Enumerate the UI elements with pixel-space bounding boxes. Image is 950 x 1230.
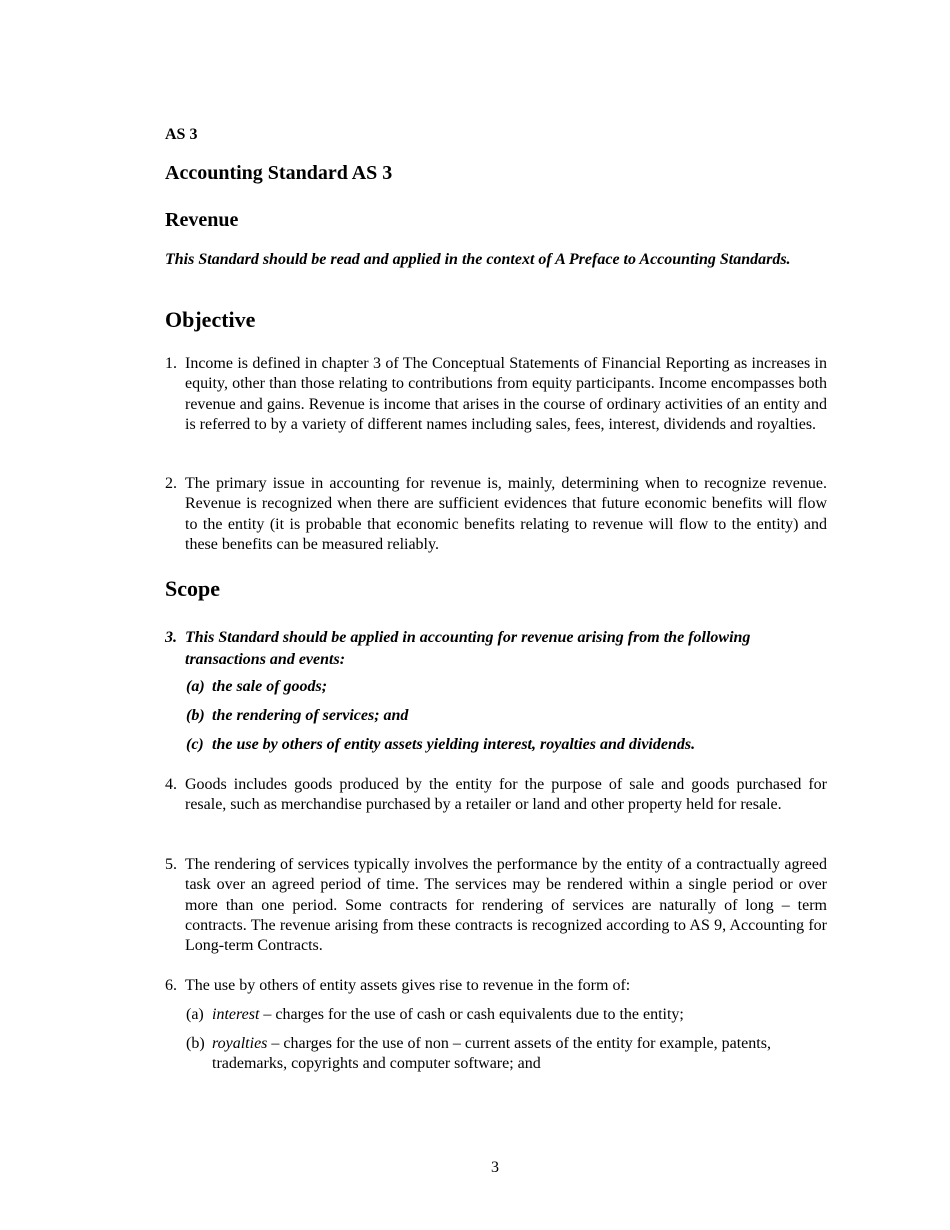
intro-note: This Standard should be read and applied in the context of A Preface to Accounting Standards. [165, 251, 791, 268]
paragraph-6 [165, 976, 827, 996]
list-item [186, 1005, 827, 1025]
list-item-label: (b) [186, 707, 205, 724]
list-item [186, 735, 695, 755]
paragraph-text: This Standard should be applied in accounting for revenue arising from the following transactions and events: [185, 629, 751, 668]
paragraph-text: Income is defined in chapter 3 of The Conceptual Statements of Financial Reporting as increases in equity, other than those relating to contributions from equity participants. Income encompasses both revenue and gains. Revenue is income that arises in the course of ordinary activities of an entity and is referred to by a variety of different names including sales, fees, interest, dividends and royalties. [185, 355, 827, 433]
list-item [186, 706, 408, 726]
paragraph-1 [165, 354, 827, 435]
paragraph-number: 4. [165, 776, 177, 793]
paragraph-text: Goods includes goods produced by the entity for the purpose of sale and goods purchased for resale, such as merchandise purchased by a retailer or land and other property held for resale. [185, 776, 827, 814]
list-item-label: (a) [186, 1006, 204, 1023]
standard-title: Accounting Standard AS 3 [165, 162, 393, 184]
list-item-label: (b) [186, 1035, 205, 1052]
list-item-label: (a) [186, 678, 205, 695]
list-item-label: (c) [186, 736, 204, 753]
list-item-term: interest [212, 1006, 260, 1023]
page-number: 3 [491, 1159, 499, 1176]
paragraph-5 [165, 855, 827, 956]
paragraph-number: 2. [165, 475, 177, 492]
list-item-text: the use by others of entity assets yielding interest, royalties and dividends. [212, 736, 696, 753]
paragraph-number: 5. [165, 856, 177, 873]
paragraph-text: The use by others of entity assets gives rise to revenue in the form of: [185, 977, 631, 994]
standard-subject: Revenue [165, 209, 239, 231]
paragraph-text: The primary issue in accounting for revenue is, mainly, determining when to recognize revenue. Revenue is recognized when there are sufficient evidences that future economic benefits will flow to the entity (it is probable that economic benefits relating to revenue will flow to the entity) and these benefits can be measured reliably. [185, 475, 827, 553]
scope-heading: Scope [165, 576, 220, 601]
standard-code: AS 3 [165, 126, 198, 143]
paragraph-2 [165, 474, 827, 555]
list-item-text: the rendering of services; and [212, 707, 409, 724]
paragraph-text: The rendering of services typically involves the performance by the entity of a contractually agreed task over an agreed period of time. The services may be rendered within a single period or over more than one period. Some contracts for rendering of services are naturally of long – term contracts. The revenue arising from these contracts is recognized according to AS 9, Accounting for Long-term Contracts. [185, 856, 827, 955]
objective-heading: Objective [165, 307, 256, 332]
list-item [186, 1034, 827, 1074]
list-item [186, 677, 327, 697]
paragraph-number: 6. [165, 977, 177, 994]
paragraph-number: 3. [165, 629, 177, 646]
list-item-text: – charges for the use of non – current assets of the entity for example, patents, trademarks, copyrights and computer software; and [212, 1035, 771, 1072]
paragraph-number: 1. [165, 355, 177, 372]
paragraph-3 [165, 627, 827, 671]
list-item-term: royalties [212, 1035, 268, 1052]
list-item-text: the sale of goods; [212, 678, 328, 695]
paragraph-4 [165, 775, 827, 816]
list-item-text: – charges for the use of cash or cash equivalents due to the entity; [259, 1006, 684, 1023]
